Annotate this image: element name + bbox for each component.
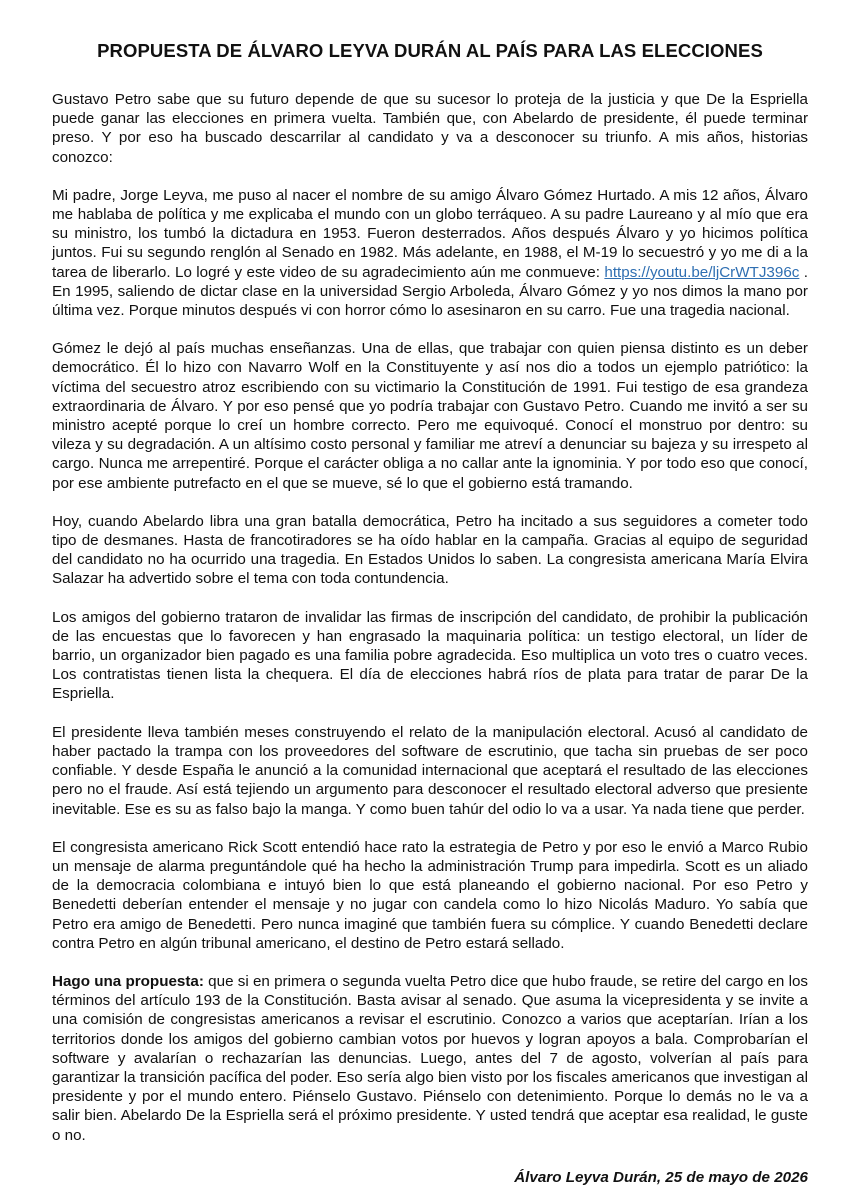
signature-line: Álvaro Leyva Durán, 25 de mayo de 2026	[514, 1168, 808, 1186]
paragraph-2-text-before-link: Mi padre, Jorge Leyva, me puso al nacer el nombre de su amigo Álvaro Gómez Hurtado. A mis 12 años, Álvaro me hablaba de política y me explicaba el mundo con un globo terráqueo. A su padre Laureano y al mío que era su ministro, los tumbó la dictadura en 1953. Fueron desterrados. Años después Álvaro y yo hicimos política juntos. Fui su segundo renglón al Senado en 1982. Más adelante, en 1988, el M-19 lo secuestró y yo me di a la tarea de liberarlo. Lo logré y este video de su agradecimiento aún me conmueve:	[52, 186, 808, 281]
paragraph-3: Gómez le dejó al país muchas enseñanzas. Una de ellas, que trabajar con quien piensa distinto es un deber democrático. Él lo hizo con Navarro Wolf en la Constituyente y así nos dio a todos un ejemplo patriótico: la víctima del secuestro atroz escribiendo con su victimario la Constitución de 1991. Fui testigo de esa grandeza extraordinaria de Álvaro. Y por eso pensé que yo podría trabajar con Gustavo Petro. Cuando me invitó a ser su ministro acepté porque lo creí un hombre correcto. Pero me equivoqué. Conocí el monstruo por dentro: su vileza y su degradación. A un altísimo costo personal y familiar me atreví a denunciar su bajeza y su irrespeto al cargo. Nunca me arrepentiré. Porque el carácter obliga a no callar ante la ignominia. Y por todo eso que conocí, por ese ambiente putrefacto en el que se mueve, sé lo que el gobierno está tramando.	[52, 340, 808, 492]
youtube-video-link[interactable]: https://youtu.be/ljCrWTJ396c	[604, 263, 800, 281]
proposal-heading: Hago una propuesta:	[52, 972, 204, 990]
paragraph-6: El presidente lleva también meses construyendo el relato de la manipulación electoral. Acusó al candidato de haber pactado la trampa con los proveedores del software de escrutinio, que tacha sin pruebas de ser poco confiable. Y desde España le anunció a la comunidad internacional que aceptará el resultado de las elecciones pero no el fraude. Así está tejiendo un argumento para desconocer el resultado electoral adverso que presiente inevitable. Ese es su as falso bajo la manga. Y como buen tahúr del odio lo va a usar. Ya nada tiene que perder.	[52, 723, 808, 818]
document-title: PROPUESTA DE ÁLVARO LEYVA DURÁN AL PAÍS PARA LAS ELECCIONES	[97, 40, 763, 61]
paragraph-4: Hoy, cuando Abelardo libra una gran batalla democrática, Petro ha incitado a sus seguidores a cometer todo tipo de desmanes. Hasta de francotiradores se ha oído hablar en la campaña. Gracias al equipo de seguridad del candidato no ha ocurrido una tragedia. En Estados Unidos lo saben. La congresista americana María Elvira Salazar ha advertido sobre el tema con toda contundencia.	[52, 512, 808, 588]
paragraph-5: Los amigos del gobierno trataron de invalidar las firmas de inscripción del candidato, de prohibir la publicación de las encuestas que lo favorecen y han engrasado la maquinaria política: un testigo electoral, un líder de barrio, un organizador bien pagado es una familia pobre agradecida. Eso multiplica un voto tres o cuatro veces. Los contratistas tienen lista la chequera. El día de elecciones habrá ríos de plata para tratar de parar De la Espriella.	[52, 608, 808, 703]
paragraph-7: El congresista americano Rick Scott entendió hace rato la estrategia de Petro y por eso le envió a Marco Rubio un mensaje de alarma preguntándole qué ha hecho la administración Trump para impedirla. Scott es un aliado de la democracia colombiana e intuyó bien lo que está planeando el gobierno nacional. Por eso Petro y Benedetti deberían entender el mensaje y no jugar con candela como lo hizo Nicolás Maduro. Yo sabía que Petro era amigo de Benedetti. Pero nunca imaginé que también fuera su cómplice. Y cuando Benedetti declare contra Petro en algún tribunal americano, el destino de Petro estará sellado.	[52, 838, 808, 952]
proposal-text: que si en primera o segunda vuelta Petro dice que hubo fraude, se retire del cargo en los términos del artículo 193 de la Constitución. Basta avisar al senado. Que asuma la vicepresidenta y se invite a una comisión de congresistas americanos a revisar el escrutinio. Conozco a varios que aceptarían. Irían a los territorios donde los amigos del gobierno cambian votos por huevos y logran apoyos a bala. Comprobarían el software y avalarían o rechazarían las denuncias. Luego, antes del 7 de agosto, volverían al país para garantizar la transición pacífica del poder. Eso sería algo bien visto por los fiscales americanos que investigan al presidente y por el mundo entero. Piénselo Gustavo. Piénselo con detenimiento. Porque lo demás no le va a salir bien. Abelardo De la Espriella será el próximo presidente. Y usted tendrá que aceptar esa realidad, le guste o no.	[52, 972, 808, 1144]
paragraph-2	[52, 186, 808, 320]
paragraph-8-proposal	[52, 972, 808, 1145]
paragraph-2-text-after-link: . En 1995, saliendo de dictar clase en la universidad Sergio Arboleda, Álvaro Gómez y yo nos dimos la mano por última vez. Porque minutos después vi con horror cómo lo asesinaron en su carro. Fue una tragedia nacional.	[52, 263, 808, 320]
paragraph-1: Gustavo Petro sabe que su futuro depende de que su sucesor lo proteja de la justicia y que De la Espriella puede ganar las elecciones en primera vuelta. También que, con Abelardo de presidente, él puede terminar preso. Y por eso ha buscado descarrilar al candidato y va a desconocer su triunfo. A mis años, historias conozco:	[52, 91, 808, 166]
